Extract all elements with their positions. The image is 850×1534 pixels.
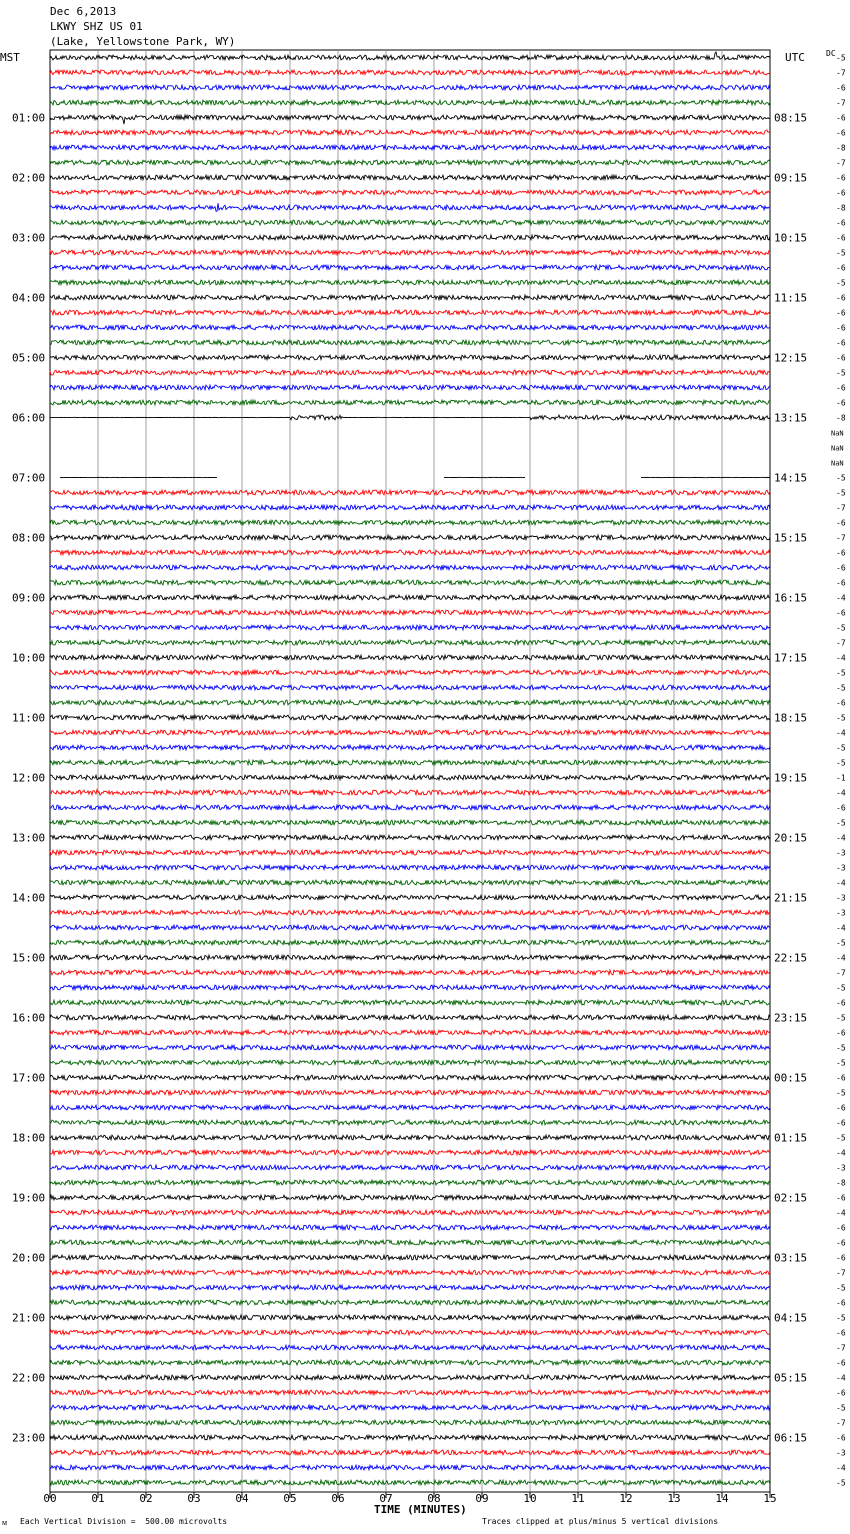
seismic-trace	[50, 1375, 770, 1380]
mst-hour-label: 19:00	[12, 1191, 46, 1205]
trace-offset-label: -5	[836, 248, 846, 258]
seismic-trace	[50, 1390, 770, 1395]
trace-offset-label: -8	[836, 143, 846, 153]
trace-offset-label: -7	[836, 1268, 846, 1278]
trace-offset-label: -6	[836, 188, 846, 198]
seismic-trace	[50, 775, 770, 780]
seismic-trace	[50, 1465, 770, 1470]
mst-hour-label: 22:00	[12, 1371, 46, 1385]
utc-hour-label: 06:15	[774, 1431, 808, 1445]
seismic-trace	[50, 1405, 770, 1410]
utc-hour-label: 13:15	[774, 411, 808, 425]
seismic-trace	[50, 385, 770, 390]
trace-offset-label: -7	[836, 638, 846, 648]
trace-offset-label: -5	[836, 743, 846, 753]
trace-offset-label: -5	[836, 1088, 846, 1098]
header-location: (Lake, Yellowstone Park, WY)	[50, 35, 236, 48]
trace-offset-label: -5	[836, 683, 846, 693]
dc-label: DC	[826, 49, 836, 58]
x-tick-label: 12	[619, 1492, 633, 1505]
seismic-trace	[50, 1420, 770, 1425]
trace-offset-label: -5	[836, 1313, 846, 1323]
seismic-trace	[50, 325, 770, 330]
trace-offset-label: -4	[836, 728, 846, 738]
trace-offset-label: NaN	[831, 429, 844, 438]
footer-mark: ᴍ	[2, 1518, 8, 1527]
trace-offset-label: -5	[836, 713, 846, 723]
trace-offset-label: -4	[836, 953, 846, 963]
seismic-trace	[50, 1285, 770, 1290]
utc-hour-label: 03:15	[774, 1251, 808, 1265]
trace-offset-label: -5	[836, 1403, 846, 1413]
trace-offset-label: -6	[836, 1358, 846, 1368]
x-tick-label: 05	[283, 1492, 297, 1505]
trace-offset-label: -6	[836, 803, 846, 813]
seismic-trace	[50, 203, 770, 211]
seismic-trace	[50, 1360, 770, 1365]
trace-offset-label: -6	[836, 383, 846, 393]
seismic-trace	[50, 1435, 770, 1440]
trace-offset-label: -4	[836, 1148, 846, 1158]
seismic-trace	[50, 955, 770, 960]
seismic-trace	[50, 1030, 770, 1035]
trace-offset-label: -6	[836, 218, 846, 228]
mst-hour-label: 17:00	[12, 1071, 46, 1085]
trace-offset-label: -6	[836, 1073, 846, 1083]
trace-offset-label: -4	[836, 1463, 846, 1473]
utc-hour-label: 15:15	[774, 531, 808, 545]
x-tick-label: 06	[331, 1492, 345, 1505]
seismic-trace	[50, 745, 770, 750]
seismic-trace	[50, 505, 770, 510]
trace-offset-label: -6	[836, 173, 846, 183]
seismic-trace	[50, 415, 770, 420]
trace-offset-label: -6	[836, 263, 846, 273]
mst-hour-label: 08:00	[12, 531, 46, 545]
seismic-trace	[50, 280, 770, 285]
seismic-trace	[50, 880, 770, 885]
seismic-trace	[50, 640, 770, 645]
seismic-trace	[50, 70, 770, 75]
trace-offset-label: -6	[836, 1298, 846, 1308]
seismic-trace	[50, 1195, 770, 1200]
seismic-trace	[50, 1270, 770, 1275]
trace-offset-label: -7	[836, 1418, 846, 1428]
utc-hour-label: 11:15	[774, 291, 808, 305]
mst-hour-label: 07:00	[12, 471, 46, 485]
x-tick-label: 00	[43, 1492, 57, 1505]
trace-offset-label: -6	[836, 1103, 846, 1113]
trace-offset-label: NaN	[831, 444, 844, 453]
x-tick-label: 04	[235, 1492, 249, 1505]
seismic-trace	[50, 160, 770, 165]
trace-offset-label: -5	[836, 53, 846, 63]
trace-offset-label: -3	[836, 863, 846, 873]
utc-hour-label: 10:15	[774, 231, 808, 245]
trace-offset-label: -5	[836, 1478, 846, 1488]
trace-offset-label: -6	[836, 323, 846, 333]
seismic-trace	[50, 835, 770, 840]
mst-hour-label: 02:00	[12, 171, 46, 185]
mst-hour-label: 21:00	[12, 1311, 46, 1325]
utc-hour-label: 05:15	[774, 1371, 808, 1385]
seismic-trace	[50, 370, 770, 375]
trace-offset-label: -7	[836, 968, 846, 978]
trace-offset-label: -6	[836, 293, 846, 303]
seismic-trace	[50, 1015, 770, 1020]
utc-hour-label: 20:15	[774, 831, 808, 845]
seismic-trace	[50, 310, 770, 315]
x-tick-label: 10	[523, 1492, 537, 1505]
x-tick-label: 14	[715, 1492, 729, 1505]
mst-hour-label: 20:00	[12, 1251, 46, 1265]
trace-offset-label: -6	[836, 548, 846, 558]
seismic-trace	[50, 595, 770, 600]
utc-hour-label: 09:15	[774, 171, 808, 185]
utc-hour-label: 12:15	[774, 351, 808, 365]
seismic-trace	[50, 265, 770, 270]
seismic-trace	[50, 1135, 770, 1140]
trace-offset-label: -6	[836, 1253, 846, 1263]
utc-hour-label: 04:15	[774, 1311, 808, 1325]
trace-offset-label: -6	[836, 698, 846, 708]
utc-hour-label: 19:15	[774, 771, 808, 785]
utc-hour-label: 02:15	[774, 1191, 808, 1205]
seismic-trace	[50, 535, 770, 540]
seismic-trace	[50, 985, 770, 990]
trace-offset-label: -6	[836, 1193, 846, 1203]
utc-hour-label: 21:15	[774, 891, 808, 905]
x-tick-label: 13	[667, 1492, 681, 1505]
utc-hour-label: 23:15	[774, 1011, 808, 1025]
trace-offset-label: -6	[836, 1388, 846, 1398]
trace-offset-label: -7	[836, 1343, 846, 1353]
trace-offset-label: -7	[836, 158, 846, 168]
trace-offset-label: -4	[836, 593, 846, 603]
seismic-trace	[50, 1000, 770, 1005]
trace-offset-label: -6	[836, 563, 846, 573]
seismic-trace	[50, 1450, 770, 1455]
trace-offset-label: -4	[836, 1208, 846, 1218]
seismic-trace	[50, 715, 770, 720]
utc-hour-label: 16:15	[774, 591, 808, 605]
seismic-trace	[50, 625, 770, 630]
mst-hour-label: 03:00	[12, 231, 46, 245]
x-tick-label: 15	[763, 1492, 777, 1505]
seismic-trace	[50, 490, 770, 495]
seismic-trace	[50, 1075, 770, 1080]
seismic-trace	[50, 520, 770, 525]
trace-offset-label: -5	[836, 623, 846, 633]
mst-hour-label: 11:00	[12, 711, 46, 725]
seismic-trace	[50, 1045, 770, 1050]
seismic-trace	[50, 670, 770, 675]
seismic-trace	[50, 1300, 770, 1305]
utc-hour-label: 18:15	[774, 711, 808, 725]
seismic-trace	[50, 580, 770, 585]
trace-offset-label: -5	[836, 983, 846, 993]
trace-offset-label: -8	[836, 1178, 846, 1188]
trace-offset-label: -5	[836, 1058, 846, 1068]
seismic-trace	[50, 910, 770, 915]
seismic-trace	[50, 1345, 770, 1350]
seismic-trace	[50, 685, 770, 690]
trace-offset-label: -5	[836, 818, 846, 828]
seismic-trace	[50, 355, 770, 360]
utc-hour-label: 14:15	[774, 471, 808, 485]
trace-offset-label: -3	[836, 1448, 846, 1458]
trace-offset-label: -6	[836, 1238, 846, 1248]
mst-hour-label: 09:00	[12, 591, 46, 605]
trace-offset-label: -5	[836, 278, 846, 288]
seismic-trace	[50, 565, 770, 570]
trace-offset-label: -5	[836, 1283, 846, 1293]
trace-offset-label: NaN	[831, 459, 844, 468]
seismic-trace	[50, 700, 770, 705]
trace-offset-label: -5	[836, 488, 846, 498]
right-timezone-label: UTC	[785, 51, 805, 64]
seismic-trace	[50, 730, 770, 735]
trace-offset-label: -4	[836, 1373, 846, 1383]
seismic-trace	[50, 175, 770, 180]
seismic-trace	[50, 190, 770, 195]
trace-offset-label: -1	[836, 773, 846, 783]
seismic-trace	[50, 145, 770, 150]
header-date: Dec 6,2013	[50, 5, 117, 18]
x-tick-label: 03	[187, 1492, 201, 1505]
seismic-trace	[50, 760, 770, 765]
mst-hour-label: 05:00	[12, 351, 46, 365]
mst-hour-label: 18:00	[12, 1131, 46, 1145]
trace-offset-label: -6	[836, 83, 846, 93]
seismic-trace	[50, 85, 770, 90]
seismic-trace	[50, 925, 770, 930]
seismic-trace	[50, 820, 770, 825]
mst-hour-label: 10:00	[12, 651, 46, 665]
utc-hour-label: 00:15	[774, 1071, 808, 1085]
mst-hour-label: 06:00	[12, 411, 46, 425]
trace-offset-label: -6	[836, 608, 846, 618]
mst-hour-label: 16:00	[12, 1011, 46, 1025]
x-tick-label: 02	[139, 1492, 153, 1505]
seismic-trace	[50, 940, 770, 945]
mst-hour-label: 01:00	[12, 111, 46, 125]
mst-hour-label: 14:00	[12, 891, 46, 905]
seismic-trace	[50, 340, 770, 345]
trace-offset-label: -4	[836, 878, 846, 888]
trace-offset-label: -8	[836, 203, 846, 213]
trace-offset-label: -6	[836, 338, 846, 348]
trace-offset-label: -6	[836, 128, 846, 138]
trace-offset-label: -4	[836, 923, 846, 933]
seismic-trace	[50, 115, 770, 124]
trace-offset-label: -6	[836, 1028, 846, 1038]
mst-hour-label: 13:00	[12, 831, 46, 845]
seismic-trace	[50, 235, 770, 240]
seismic-trace	[50, 850, 770, 855]
trace-offset-label: -5	[836, 668, 846, 678]
seismic-trace	[50, 1240, 770, 1245]
trace-offset-label: -5	[836, 1133, 846, 1143]
trace-offset-label: -5	[836, 938, 846, 948]
trace-offset-label: -3	[836, 893, 846, 903]
trace-offset-label: -6	[836, 578, 846, 588]
scale-note: Each Vertical Division = 500.00 microvolts	[20, 1517, 228, 1526]
x-tick-label: 08	[427, 1492, 441, 1505]
seismic-trace	[50, 1150, 770, 1155]
trace-offset-label: -6	[836, 1433, 846, 1443]
seismic-trace	[50, 1315, 770, 1320]
clip-note: Traces clipped at plus/minus 5 vertical divisions	[482, 1517, 719, 1526]
trace-offset-label: -3	[836, 1163, 846, 1173]
trace-offset-label: -6	[836, 1223, 846, 1233]
seismic-trace	[50, 1165, 770, 1170]
seismic-trace	[50, 1090, 770, 1095]
seismic-trace	[50, 1120, 770, 1125]
trace-offset-label: -8	[836, 413, 846, 423]
seismic-trace	[50, 1105, 770, 1110]
seismic-trace	[50, 790, 770, 796]
seismic-trace	[50, 1330, 770, 1335]
seismic-trace	[50, 1480, 770, 1485]
trace-offset-label: -6	[836, 998, 846, 1008]
trace-offset-label: -5	[836, 1043, 846, 1053]
mst-hour-label: 23:00	[12, 1431, 46, 1445]
x-tick-label: 01	[91, 1492, 105, 1505]
seismic-trace	[50, 295, 770, 300]
trace-offset-label: -6	[836, 353, 846, 363]
trace-offset-label: -6	[836, 233, 846, 243]
seismic-trace	[50, 400, 770, 405]
seismic-trace	[50, 100, 770, 105]
header-station: LKWY SHZ US 01	[50, 20, 143, 33]
trace-offset-label: -5	[836, 368, 846, 378]
trace-offset-label: -4	[836, 653, 846, 663]
trace-offset-label: -6	[836, 113, 846, 123]
seismic-trace	[50, 1255, 770, 1260]
trace-offset-label: -7	[836, 98, 846, 108]
seismic-trace	[50, 550, 770, 555]
seismic-trace	[50, 610, 770, 615]
seismic-trace	[50, 970, 770, 975]
mst-hour-label: 12:00	[12, 771, 46, 785]
utc-hour-label: 01:15	[774, 1131, 808, 1145]
trace-offset-label: -3	[836, 908, 846, 918]
seismic-trace	[50, 895, 770, 900]
trace-offset-label: -5	[836, 1013, 846, 1023]
trace-offset-label: -6	[836, 398, 846, 408]
x-tick-label: 11	[571, 1492, 585, 1505]
seismic-trace	[50, 250, 770, 255]
seismic-trace	[50, 52, 770, 60]
seismic-trace	[50, 1060, 770, 1065]
trace-offset-label: -6	[836, 1118, 846, 1128]
seismic-trace	[50, 865, 770, 870]
trace-offset-label: -5	[836, 758, 846, 768]
x-tick-label: 07	[379, 1492, 393, 1505]
x-tick-label: 09	[475, 1492, 489, 1505]
trace-offset-label: -3	[836, 848, 846, 858]
utc-hour-label: 17:15	[774, 651, 808, 665]
trace-offset-label: -5	[836, 473, 846, 483]
utc-hour-label: 08:15	[774, 111, 808, 125]
trace-offset-label: -4	[836, 788, 846, 798]
mst-hour-label: 15:00	[12, 951, 46, 965]
trace-offset-label: -7	[836, 533, 846, 543]
left-timezone-label: MST	[0, 51, 20, 64]
trace-offset-label: -6	[836, 1328, 846, 1338]
trace-offset-label: -6	[836, 308, 846, 318]
utc-hour-label: 22:15	[774, 951, 808, 965]
seismic-trace	[50, 220, 770, 225]
trace-offset-label: -7	[836, 68, 846, 78]
seismic-trace	[50, 1180, 770, 1185]
trace-offset-label: -7	[836, 503, 846, 513]
seismic-trace	[50, 130, 770, 135]
seismic-trace	[50, 1210, 770, 1215]
seismic-trace	[50, 805, 770, 810]
trace-offset-label: -4	[836, 833, 846, 843]
mst-hour-label: 04:00	[12, 291, 46, 305]
x-axis-title: TIME (MINUTES)	[374, 1503, 467, 1516]
seismic-trace	[50, 655, 770, 660]
seismic-trace	[50, 1225, 770, 1230]
trace-offset-label: -6	[836, 518, 846, 528]
